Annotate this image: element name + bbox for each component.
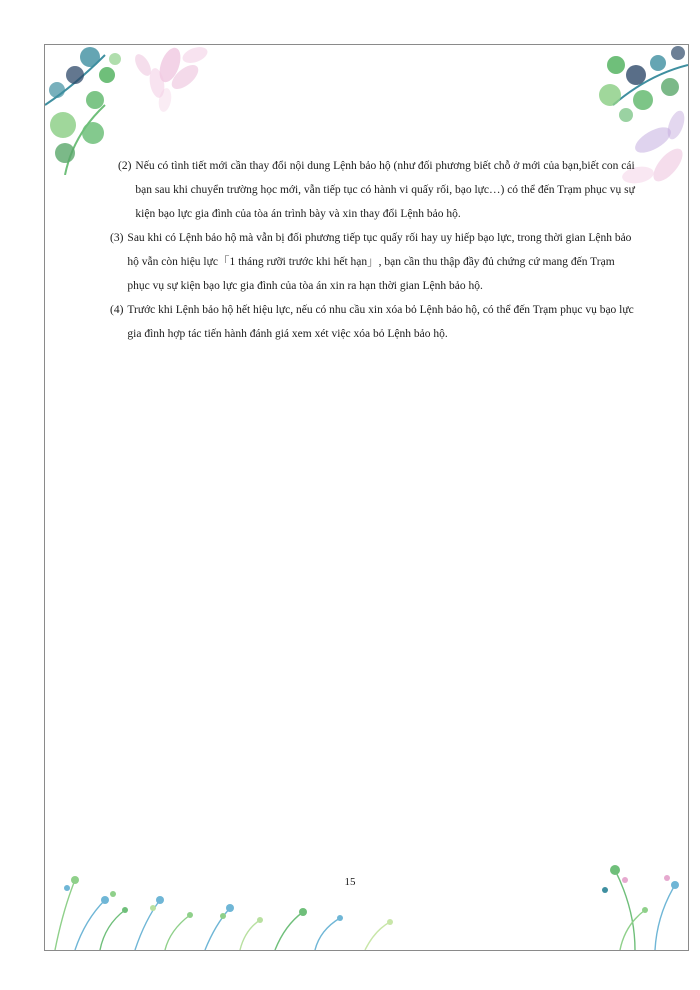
list-item [110,226,635,298]
document-body [110,154,635,346]
item-text: Sau khi có Lệnh bảo hộ mà vẫn bị đối phương tiếp tục quấy rối hay uy hiếp bạo lực, trong thời gian Lệnh bảo hộ vẫn còn hiệu lực「1 tháng rưỡi trước khi hết hạn」, bạn cần thu thập đầy đủ chứng cứ mang đến Trạm phục vụ sự kiện bạo lực gia đình của tòa án xin ra hạn thời gian Lệnh bảo hộ. [127,232,632,292]
item-number: (3) [110,232,124,244]
item-text: Nếu có tình tiết mới cần thay đổi nội dung Lệnh bảo hộ (như đối phương biết chỗ ở mới của bạn,biết con cái bạn sau khi chuyển trường học mới, vẫn tiếp tục có hành vi quấy rối, bạo lực…) có thể đến Trạm phục vụ sự kiện bạo lực gia đình của tòa án trình bày và xin thay đổi Lệnh bảo hộ. [135,160,635,220]
item-text: Trước khi Lệnh bảo hộ hết hiệu lực, nếu có nhu cầu xin xóa bỏ Lệnh bảo hộ, có thể đến Trạm phục vụ bạo lực gia đình hợp tác tiến hành đánh giá xem xét việc xóa bỏ Lệnh bảo hộ. [127,304,634,340]
item-number: (4) [110,304,124,316]
list-item [118,154,635,226]
flower-sprigs-bottom-icon [45,830,689,950]
page-number: 15 [344,876,356,888]
item-number: (2) [118,160,132,172]
list-item [110,298,635,346]
